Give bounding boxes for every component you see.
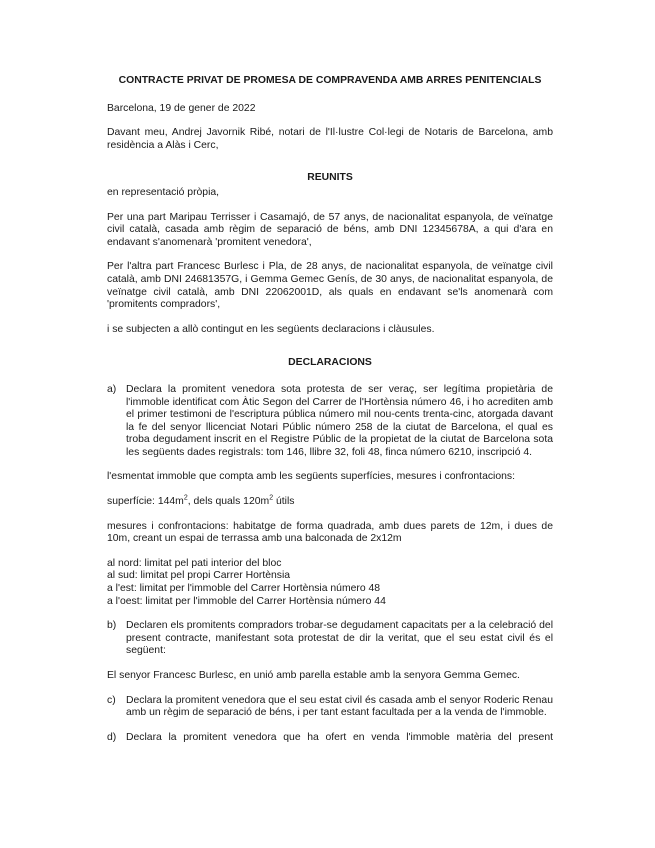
superficie-exponent-1: 2	[183, 494, 188, 502]
limit-north: al nord: limitat pel pati interior del bloc	[107, 557, 282, 569]
subject-paragraph: i se subjecten a allò contingut en les següents declaracions i clàusules.	[107, 323, 435, 335]
limit-west: a l'oest: limitat per l'immoble del Carrer Hortènsia número 44	[107, 595, 386, 607]
limits-list	[107, 558, 553, 608]
superficie-suffix: útils	[273, 496, 295, 508]
declaration-b-text: Declaren els promitents compradors trobar-se degudament capacitats per a la celebració del present contracte, manifestant sota protestat de dir la veritat, que el seu estat civil és el següent:	[126, 620, 553, 657]
superficie-prefix: superfície: 144m	[107, 496, 184, 508]
mesures-paragraph: mesures i confrontacions: habitatge de forma quadrada, amb dues parets de 12m, i dues de 10m, creant un espai de terrassa amb una balconada de 2x12m	[107, 520, 553, 545]
declaration-c-letter: c)	[107, 694, 116, 706]
superficie-mid: , dels quals 120m	[187, 496, 270, 508]
reunits-heading: REUNITS	[307, 172, 353, 184]
representation-line: en representació pròpia,	[107, 186, 220, 198]
declaration-c-text: Declara la promitent venedora que el seu estat civil és casada amb el senyor Roderic Renau amb un règim de separació de béns, i per tant estant facultada per a la venda de l'immoble.	[126, 694, 553, 719]
declaracions-heading: DECLARACIONS	[288, 357, 372, 369]
party-seller-paragraph: Per una part Maripau Terrisser i Casamajó, de 57 anys, de nacionalitat espanyola, de veïnatge civil català, casada amb règim de separació de béns, amb DNI 12345678A, a qui d'ara en endavant s'anomenarà 'promitent venedora',	[107, 211, 553, 248]
declaration-d-letter: d)	[107, 731, 117, 743]
document-page	[107, 75, 553, 744]
limit-east: a l'est: limitat per l'immoble del Carrer Hortènsia número 48	[107, 583, 381, 595]
limit-south: al sud: limitat pel propi Carrer Hortènsia	[107, 570, 291, 582]
declaration-d	[107, 732, 553, 745]
declaration-b-letter: b)	[107, 620, 117, 632]
declaration-a-text: Declara la promitent venedora sota protesta de ser veraç, ser legítima propietària de l'immoble identificat com Àtic Segon del Carrer de l'Hortènsia número 46, i ho acrediten amb el primer testimoni de l'escriptura pública número mil nou-cents trenta-cinc, atorgada davant la fe del senyor llicenciat Notari Públic número 258 de la ciutat de Barcelona, el qual es troba degudament inscrit en el Registre Públic de la propietat de la ciutat de Barcelona sota les següents dades registrals: tom 146, llibre 32, foli 48, finca número 6210, inscripció 4.	[126, 383, 553, 458]
date-line: Barcelona, 19 de gener de 2022	[107, 102, 256, 114]
intro-paragraph: Davant meu, Andrej Javornik Ribé, notari de l'Il·lustre Col·legi de Notaris de Barcelona, amb residència a Alàs i Cerc,	[107, 127, 553, 151]
declaration-b-detail: El senyor Francesc Burlesc, en unió amb parella estable amb la senyora Gemma Gemec.	[107, 670, 520, 681]
declaration-c	[107, 695, 553, 720]
superficie-line	[107, 496, 553, 509]
party-buyers-paragraph: Per l'altra part Francesc Burlesc i Pla, de 28 anys, de nacionalitat espanyola, de veïnatge civil català, amb DNI 24681357G, i Gemma Gemec Genís, de 30 anys, de nacionalitat espanyola, de veïnatge civil català, amb DNI 22062001D, als quals en endavant se'ls anomenarà com 'promitents compradors',	[107, 261, 553, 311]
declaration-b	[107, 620, 553, 658]
declaration-a	[107, 384, 553, 460]
document-title: CONTRACTE PRIVAT DE PROMESA DE COMPRAVENDA AMB ARRES PENITENCIALS	[118, 75, 542, 86]
declaration-a-letter: a)	[107, 383, 117, 395]
superficie-exponent-2: 2	[269, 494, 274, 502]
declaration-d-text: Declara la promitent venedora que ha ofert en venda l'immoble matèria del present	[126, 731, 553, 743]
immoble-intro: l'esmentat immoble que compta amb les següents superfícies, mesures i confrontacions:	[107, 471, 515, 483]
